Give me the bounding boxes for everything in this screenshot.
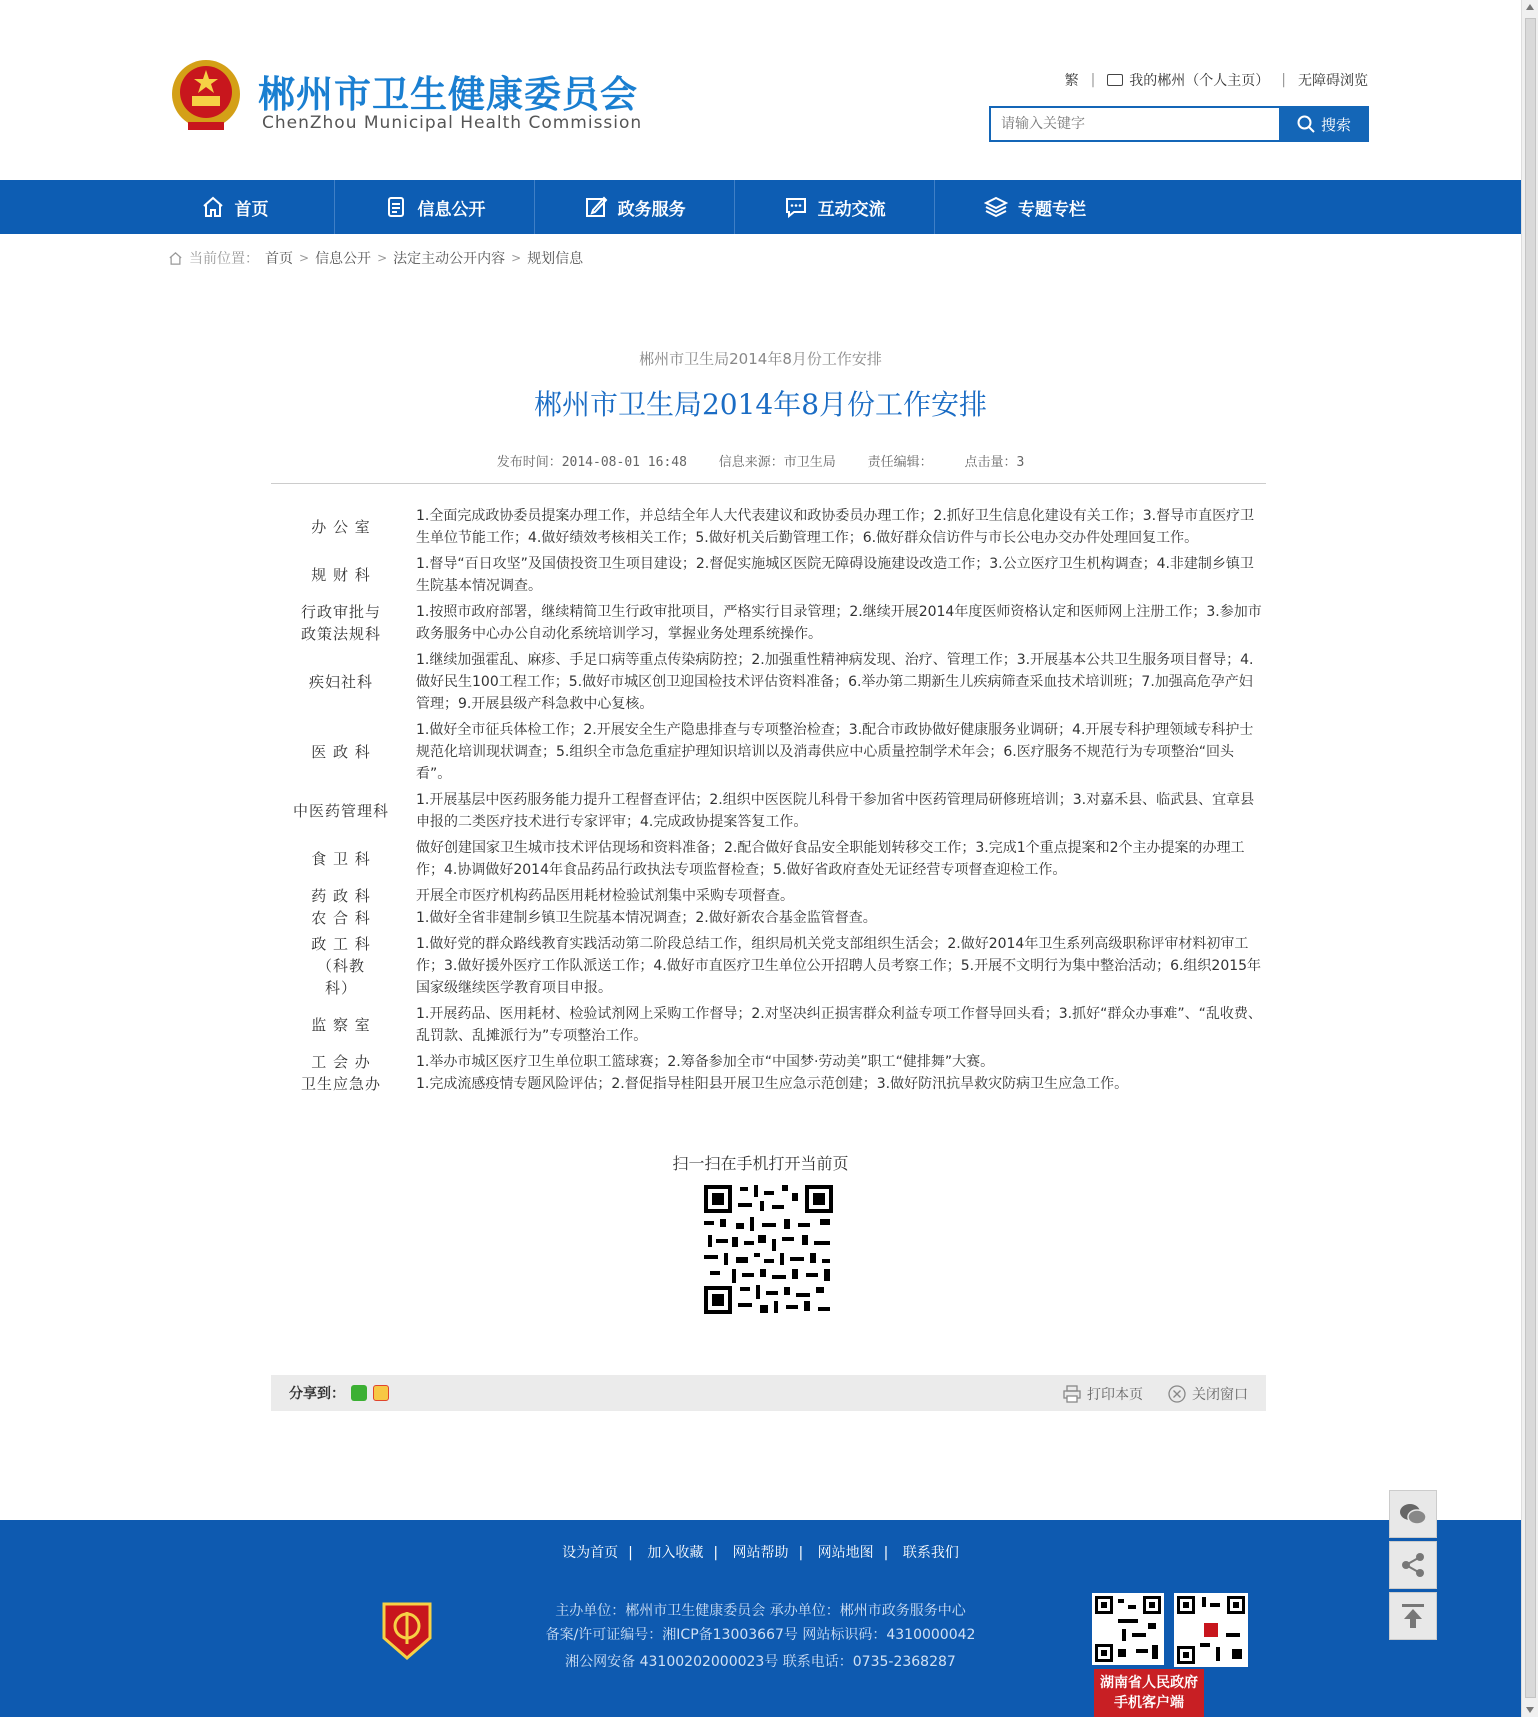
close-window-label: 关闭窗口: [1192, 1387, 1248, 1403]
my-chenzhou-label: 我的郴州（个人主页）: [1129, 73, 1270, 89]
click-count: 点击量：3: [964, 455, 1025, 470]
main-nav: [0, 180, 1521, 234]
site-title: 郴州市卫生健康委员会: [258, 73, 638, 116]
dept-name: 疾妇社科: [308, 673, 373, 691]
dept-task: 1.继续加强霍乱、麻疹、手足口病等重点传染病防控；2.加强重性精神病发现、治疗、管理工作；3.开展基本公共卫生服务项目督导；4.做好民生100工程工作；5.做好市城区创卫迎国检技术评估资料准备；6.举办第二期新生儿疾病筛查采血技术培训班；7.加强高危孕产妇管理；9.开展县级产科急救中心复核。: [416, 652, 1254, 712]
dept-task: 1.举办市城区医疗卫生单位职工篮球赛；2.筹备参加全市“中国梦·劳动美”职工“健排舞”大赛。: [416, 1054, 995, 1070]
table-row: [271, 789, 1266, 833]
breadcrumb-item[interactable]: 规划信息: [527, 251, 584, 267]
dept-task: 1.做好党的群众路线教育实践活动第二阶段总结工作，组织局机关党支部组织生活会；2.做好2014年卫生系列高级职称评审材料初审工作；3.做好援外医疗工作队派送工作；4.做好市直医疗卫生单位公开招聘人员考察工作；5.开展不文明行为集中整治活动；6.组织2015年国家级继续医学教育项目申报。: [416, 936, 1262, 996]
work-plan-table: [271, 505, 1266, 1099]
vertical-scrollbar[interactable]: [1521, 0, 1538, 1717]
header: [0, 0, 1538, 180]
wechat-float-button[interactable]: [1389, 1490, 1437, 1538]
separator: |: [1281, 72, 1286, 88]
wechat-share-icon[interactable]: [351, 1385, 367, 1401]
icp-info[interactable]: 备案/许可证编号：湘ICP备13003667号 网站标识码：4310000042: [545, 1627, 976, 1643]
nav-item-label: 政务服务: [617, 199, 686, 220]
share-bar: [271, 1375, 1266, 1411]
separator: |: [1090, 72, 1096, 88]
table-row: [271, 1073, 1266, 1095]
search-input[interactable]: [989, 106, 1279, 142]
dept-name: 农 合 科: [311, 909, 371, 927]
traditional-chinese-link[interactable]: 繁: [1064, 73, 1079, 89]
add-favorite-link[interactable]: 加入收藏: [647, 1545, 704, 1561]
site-subtitle: ChenZhou Municipal Health Commission: [262, 113, 643, 133]
top-links: [1065, 70, 1368, 90]
chevron-right-icon: >: [377, 251, 388, 265]
dept-name: 卫生应急办: [300, 1075, 381, 1093]
qr-code-icon: [1092, 1593, 1164, 1665]
dept-task: 1.督导“百日攻坚”及国债投资卫生项目建设；2.督促实施城区医院无障碍设施建设改造工作；3.公立医疗卫生机构调查；4.非建制乡镇卫生院基本情况调查。: [416, 556, 1254, 594]
table-row: [271, 601, 1266, 645]
separator: |: [798, 1545, 804, 1561]
nav-item-special-topics[interactable]: [935, 180, 1135, 234]
set-homepage-link[interactable]: 设为首页: [562, 1545, 619, 1561]
separator: |: [628, 1545, 633, 1561]
footer: [0, 1520, 1521, 1717]
chat-icon: [784, 195, 808, 219]
side-tools: [1389, 1490, 1437, 1643]
breadcrumb-item[interactable]: 信息公开: [315, 251, 372, 267]
police-record-info[interactable]: 湘公网安备 43100202000023号 联系电话：0735-2368287: [565, 1654, 956, 1670]
article-meta: [0, 451, 1521, 470]
footer-links: [0, 1542, 1521, 1562]
layers-icon: [984, 195, 1008, 219]
site-help-link[interactable]: 网站帮助: [732, 1545, 789, 1561]
breadcrumb-label: 当前位置：: [189, 251, 259, 267]
breadcrumb: [168, 248, 583, 268]
contact-us-link[interactable]: 联系我们: [902, 1545, 959, 1561]
breadcrumb-item[interactable]: 法定主动公开内容: [393, 251, 506, 267]
app-badge-subtitle: 手机客户端: [1114, 1695, 1184, 1711]
chevron-right-icon: >: [511, 251, 522, 265]
arrow-up-icon: [1400, 1602, 1426, 1630]
app-badge-title: 湖南省人民政府: [1100, 1675, 1198, 1691]
dept-name: 工 会 办: [311, 1053, 371, 1071]
share-icon: [1399, 1551, 1427, 1579]
site-map-link[interactable]: 网站地图: [817, 1545, 874, 1561]
breadcrumb-item[interactable]: 首页: [265, 251, 293, 267]
dept-task: 1.做好全市征兵体检工作；2.开展安全生产隐患排查与专项整治检查；3.配合市政协做好健康服务业调研；4.开展专科护理领域专科护士规范化培训现状调查；5.组织全市急危重症护理知识培训以及消毒供应中心质量控制学术年会；6.医疗服务不规范行为专项整治“回头看”。: [416, 722, 1254, 782]
qr-title: 扫一扫在手机打开当前页: [672, 1154, 849, 1173]
dept-name: 行政审批与政策法规科: [300, 603, 381, 643]
dept-task: 做好创建国家卫生城市技术评估现场和资料准备；2.配合做好食品安全职能划转移交工作；3.完成1个重点提案和2个主办提案的办理工作；4.协调做好2014年食品药品行政执法专项监督检查；5.做好省政府查处无证经营专项督查迎检工作。: [416, 840, 1245, 878]
share-float-button[interactable]: [1389, 1541, 1437, 1589]
document-icon: [384, 195, 408, 219]
dept-name: 医 政 科: [311, 743, 371, 761]
back-to-top-button[interactable]: [1389, 1592, 1437, 1640]
publish-time: 发布时间：2014-08-01 16:48: [496, 455, 687, 470]
home-icon: [201, 195, 225, 219]
dept-name: 监 察 室: [311, 1016, 371, 1034]
share-label: 分享到：: [289, 1386, 345, 1402]
printer-icon: [1063, 1385, 1081, 1403]
sponsor-info: 主办单位：郴州市卫生健康委员会 承办单位：郴州市政务服务中心: [555, 1603, 966, 1619]
dept-name: 药 政 科: [311, 887, 371, 905]
info-source: 信息来源：市卫生局: [718, 455, 836, 470]
nav-item-label: 互动交流: [817, 199, 886, 220]
table-row: [271, 553, 1266, 597]
table-row: [271, 907, 1266, 929]
weibo-share-icon[interactable]: [373, 1385, 389, 1401]
nav-item-interaction[interactable]: [735, 180, 935, 234]
table-row: [271, 719, 1266, 785]
close-window-button[interactable]: [1168, 1384, 1248, 1404]
computer-icon: [1107, 74, 1123, 86]
search-box: [989, 106, 1369, 142]
my-chenzhou-link[interactable]: [1107, 70, 1269, 90]
dept-task: 开展全市医疗机构药品医用耗材检验试剂集中采购专项督查。: [416, 888, 794, 904]
table-row: [271, 1051, 1266, 1073]
accessible-browse-link[interactable]: 无障碍浏览: [1298, 73, 1368, 89]
table-row: [271, 1003, 1266, 1047]
dept-task: 1.全面完成政协委员提案办理工作，并总结全年人大代表建议和政协委员办理工作；2.抓好卫生信息化建设有关工作；3.督导市直医疗卫生单位节能工作；4.做好绩效考核相关工作；5.做好机关后勤管理工作；6.做好群众信访件与市长公电办交办件处理回复工作。: [416, 508, 1255, 546]
table-row: [271, 837, 1266, 881]
nav-item-label: 首页: [234, 199, 269, 220]
national-emblem-icon: [168, 56, 244, 136]
dept-task: 1.开展药品、医用耗材、检验试剂网上采购工作督导；2.对坚决纠正损害群众利益专项工作督导回头看；3.抓好“群众办事难”、“乱收费、乱罚款、乱摊派行为”专项整治工作。: [416, 1006, 1262, 1044]
dept-task: 1.完成流感疫情专题风险评估；2.督促指导桂阳县开展卫生应急示范创建；3.做好防汛抗旱救灾防病卫生应急工作。: [416, 1076, 1129, 1092]
nav-item-info-disclosure[interactable]: [335, 180, 535, 234]
divider: [271, 483, 1266, 484]
dept-name: 中医药管理科: [292, 802, 389, 820]
qr-code-icon: [702, 1183, 835, 1316]
dept-name: 规 财 科: [311, 566, 371, 584]
table-row: [271, 505, 1266, 549]
table-row: [271, 885, 1266, 907]
dept-task: 1.开展基层中医药服务能力提升工程督查评估；2.组织中医医院儿科骨干参加省中医药管理局研修班培训；3.对嘉禾县、临武县、宜章县申报的二类医疗技术进行专家评审；4.完成政协提案答复工作。: [416, 792, 1255, 830]
hunan-gov-app-badge[interactable]: [1094, 1669, 1204, 1717]
close-icon: [1168, 1385, 1186, 1403]
table-row: [271, 933, 1266, 999]
print-button-label: 打印本页: [1087, 1387, 1143, 1403]
nav-item-home[interactable]: [135, 180, 335, 234]
search-button[interactable]: [1279, 106, 1369, 142]
home-icon: [168, 251, 183, 266]
print-button[interactable]: [1063, 1384, 1143, 1404]
nav-item-label: 专题专栏: [1018, 199, 1087, 220]
article-sup-title: 郴州市卫生局2014年8月份工作安排: [639, 350, 882, 368]
article-title: 郴州市卫生局2014年8月份工作安排: [533, 388, 988, 421]
edit-icon: [584, 195, 608, 219]
scroll-up-icon[interactable]: [1526, 4, 1534, 10]
nav-item-label: 信息公开: [417, 199, 486, 220]
search-button-label: 搜索: [1320, 115, 1351, 134]
chevron-right-icon: >: [299, 251, 310, 265]
table-row: [271, 649, 1266, 715]
dept-task: 1.做好全省非建制乡镇卫生院基本情况调查；2.做好新农合基金监管督查。: [416, 910, 877, 926]
separator: |: [713, 1545, 719, 1561]
dept-task: 1.按照市政府部署，继续精简卫生行政审批项目，严格实行目录管理；2.继续开展2014年度医师资格认定和医师网上注册工作；3.参加市政务服务中心办公自动化系统培训学习，掌握业务处理系统操作。: [416, 604, 1262, 642]
responsible-editor: 责任编辑：: [867, 455, 933, 470]
wechat-icon: [1398, 1501, 1428, 1527]
scroll-down-icon[interactable]: [1526, 1707, 1534, 1713]
dept-name: 食 卫 科: [311, 850, 371, 868]
search-icon: [1297, 115, 1315, 133]
dept-name: 办 公 室: [311, 518, 371, 536]
nav-item-gov-services[interactable]: [535, 180, 735, 234]
dept-name: 政 工 科（科教科）: [311, 935, 371, 997]
separator: |: [883, 1545, 889, 1561]
qr-code-icon: [1174, 1593, 1248, 1667]
scrollbar-thumb[interactable]: [1525, 18, 1536, 1698]
